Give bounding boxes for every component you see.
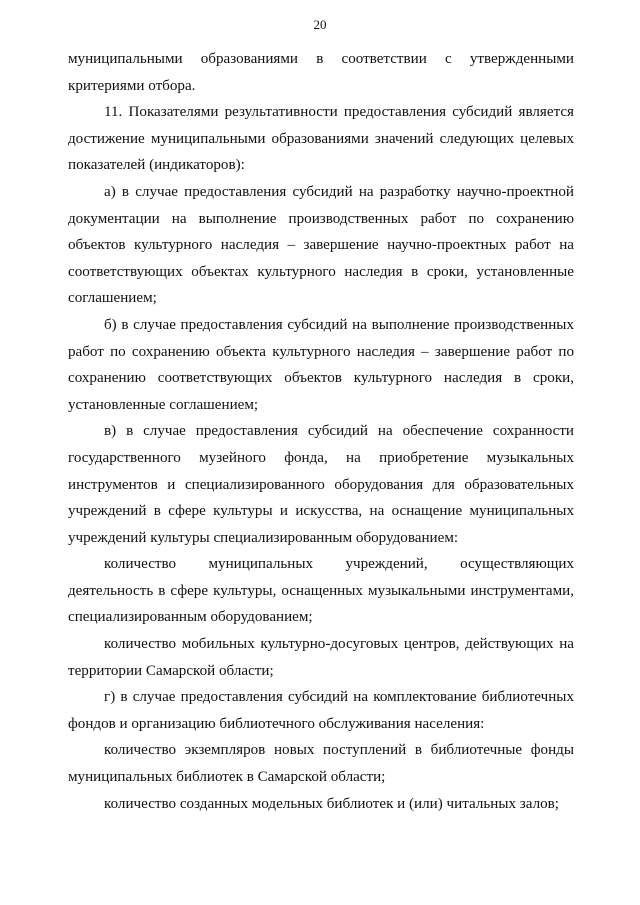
paragraph-continuation: муниципальными образованиями в соответствии с утвержденными критериями отбора. [68,51,574,94]
paragraph-subitem-a: а) в случае предоставления субсидий на разработку научно-проектной документации на выполнение производственных работ по сохранению объектов культурного наследия – завершение научно-проектных работ на соответствующих объектах культурного наследия в сроки, установленные соглашением; [68,183,574,307]
paragraph-subitem-g: г) в случае предоставления субсидий на комплектование библиотечных фондов и организацию библиотечного обслуживания населения: [68,689,574,732]
page-number: 20 [313,17,327,32]
paragraph-indicator-library-copies: количество экземпляров новых поступлений в библиотечные фонды муниципальных библиотек в Самарской области; [68,742,574,786]
paragraph-indicator-institutions: количество муниципальных учреждений, осуществляющих деятельность в сфере культуры, оснащенных музыкальными инструментами, специализированным оборудованием; [68,556,574,626]
paragraph-indicator-model-libraries: количество созданных модельных библиотек и (или) читальных залов; [104,795,559,812]
document-body [68,46,574,817]
paragraph-indicator-mobile-centers: количество мобильных культурно-досуговых центров, действующих на территории Самарской области; [68,636,574,679]
paragraph-subitem-v: в) в случае предоставления субсидий на обеспечение сохранности государственного музейного фонда, на приобретение музыкальных инструментов и специализированного оборудования для образовательных учреждений в сфере культуры и искусства, на оснащение муниципальных учреждений культуры специализированным оборудованием: [68,423,574,546]
paragraph-item-11: 11. Показателями результативности предоставления субсидий является достижение муниципальными образованиями значений следующих целевых показателей (индикаторов): [68,104,574,174]
paragraph-subitem-b: б) в случае предоставления субсидий на выполнение производственных работ по сохранению объекта культурного наследия – завершение работ по сохранению соответствующих объектов культурного наследия в сроки, установленные соглашением; [68,316,574,413]
